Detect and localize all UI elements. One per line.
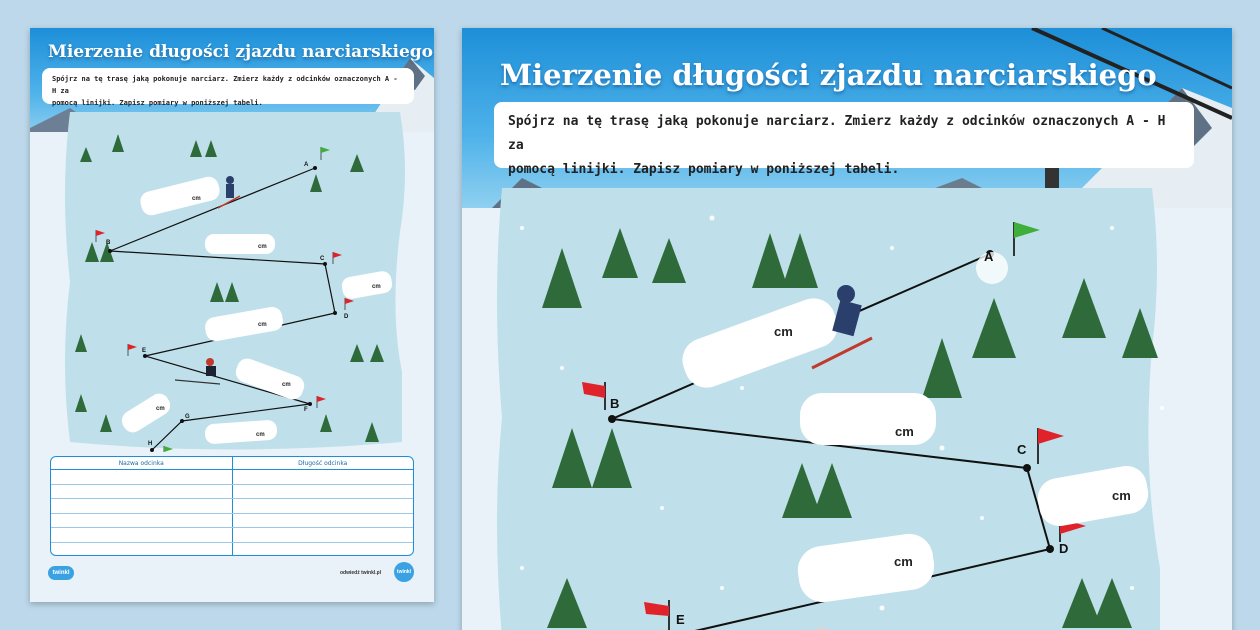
cm-label: cm	[895, 424, 914, 439]
point-e-label: E	[676, 612, 685, 627]
table-row[interactable]	[51, 470, 413, 485]
cm-label: cm	[258, 244, 267, 250]
worksheet-preview	[30, 28, 434, 602]
twinkl-logo: twinkl	[48, 566, 74, 580]
cm-label: cm	[258, 322, 267, 328]
table-row[interactable]	[51, 514, 413, 529]
footer-url: odwiedź twinkl.pl	[340, 570, 382, 576]
instructions-box	[494, 102, 1194, 177]
point-g-label: G	[185, 414, 190, 420]
cm-label: cm	[256, 432, 265, 438]
cm-label: cm	[282, 382, 291, 388]
point-b-label: B	[106, 240, 111, 246]
cm-label: cm	[1112, 488, 1131, 503]
point-f-label: F	[304, 407, 308, 413]
table-row[interactable]	[51, 499, 413, 514]
point-h-label: H	[148, 441, 153, 447]
table-header	[51, 457, 413, 470]
cm-label: cm	[156, 406, 165, 412]
point-b-label: B	[610, 396, 620, 411]
measurement-table	[50, 456, 414, 556]
twinkl-badge: twinkl	[394, 562, 414, 582]
cm-label: cm	[372, 284, 381, 290]
ski-slope-map	[30, 112, 434, 452]
point-c-label: C	[320, 256, 325, 262]
instructions-line-1: Spójrz na tę trasę jaką pokonuje narciarz. Zmierz każdy z odcinków oznaczonych A - H za	[508, 114, 1166, 153]
cm-label: cm	[774, 324, 793, 339]
point-c-label: C	[1017, 442, 1027, 457]
table-header-segment-length: Długość odcinka	[298, 460, 348, 467]
ski-slope-map	[462, 188, 1232, 630]
worksheet-zoomed	[462, 28, 1232, 630]
point-a-label: A	[304, 162, 309, 168]
cm-label: cm	[894, 554, 913, 569]
point-d-label: D	[344, 314, 349, 320]
instructions-box	[42, 68, 414, 107]
cm-label: cm	[192, 196, 201, 202]
point-a-label: A	[984, 249, 994, 264]
table-header-segment-name: Nazwa odcinka	[51, 457, 233, 469]
worksheet-title: Mierzenie długości zjazdu narciarskiego	[48, 42, 433, 62]
point-e-label: E	[142, 348, 147, 354]
table-row[interactable]	[51, 485, 413, 500]
instructions-line-1: Spójrz na tę trasę jaką pokonuje narciarz. Zmierz każdy z odcinków oznaczonych A - H za	[52, 75, 398, 95]
table-row[interactable]	[51, 543, 413, 557]
point-d-label: D	[1059, 541, 1069, 556]
worksheet-title: Mierzenie długości zjazdu narciarskiego	[500, 58, 1157, 92]
instructions-line-2: pomocą linijki. Zapisz pomiary w poniższej tabeli.	[52, 99, 263, 107]
instructions-line-2: pomocą linijki. Zapisz pomiary w poniższej tabeli.	[508, 162, 900, 177]
table-row[interactable]	[51, 528, 413, 543]
